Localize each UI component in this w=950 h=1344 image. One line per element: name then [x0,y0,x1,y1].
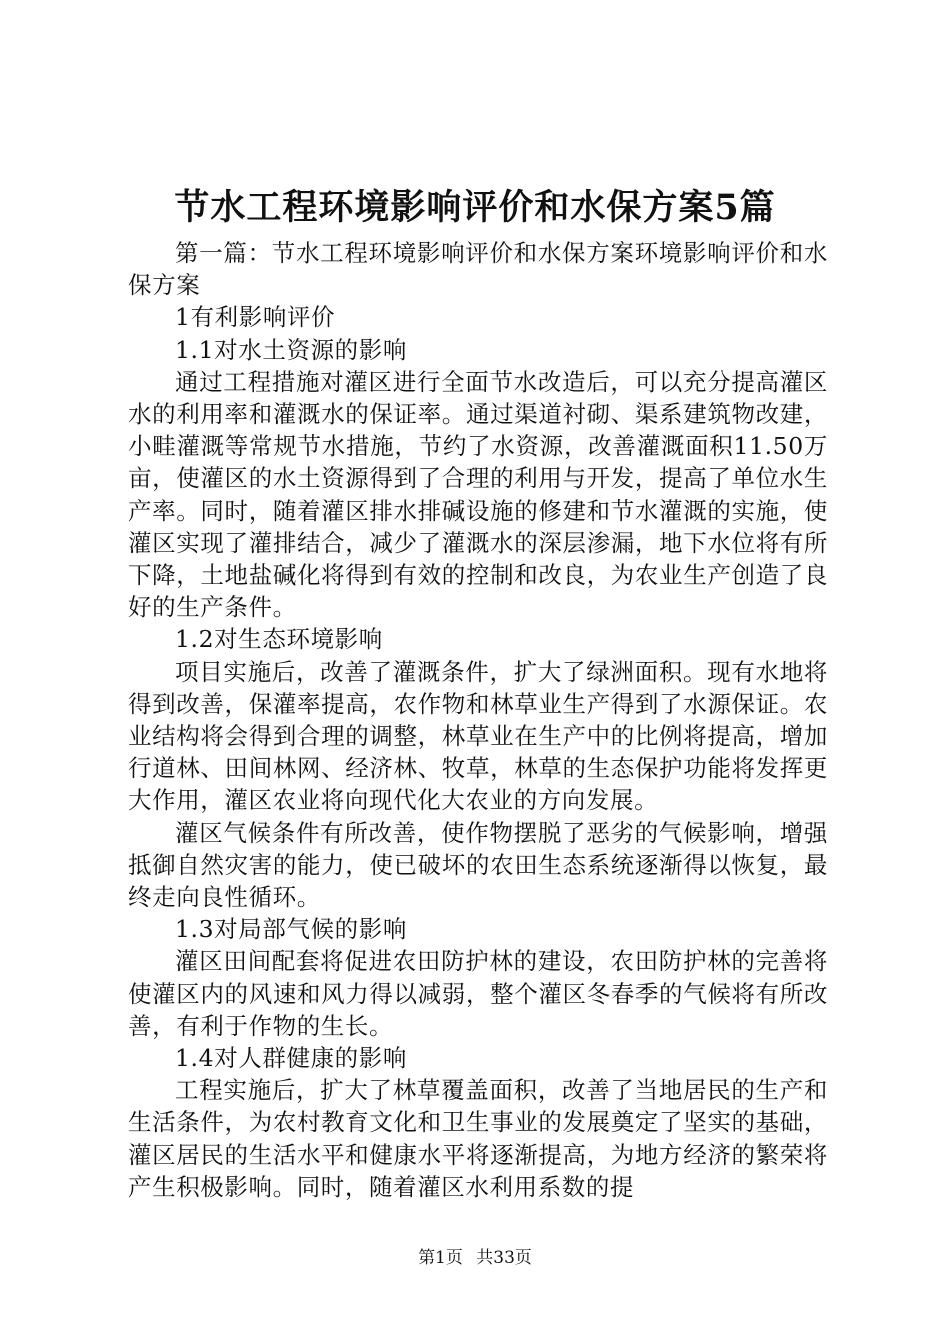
page-footer [0,1246,950,1270]
page-total: 共33页 [476,1248,532,1268]
paragraph-ecology: 项目实施后，改善了灌溉条件，扩大了绿洲面积。现有水地将得到改善，保灌率提高，农作物和林草业生产得到了水源保证。农业结构将会得到合理的调整，林草业在生产中的比例将提高，增加行道林、田间林网、经济林、牧草，林草的生态保护功能将发挥更大作用，灌区农业将向现代化大农业的方向发展。 [128,657,828,815]
paragraph-health: 工程实施后，扩大了林草覆盖面积，改善了当地居民的生产和生活条件，为农村教育文化和卫生事业的发展奠定了坚实的基础，灌区居民的生活水平和健康水平将逐渐提高，为地方经济的繁荣将产生积极影响。同时，随着灌区水利用系数的提 [128,1076,828,1201]
page-number: 第1页 [418,1248,463,1268]
section-heading-1-4: 1.4对人群健康的影响 [175,1044,407,1073]
section-heading-1-2: 1.2对生态环境影响 [175,625,383,654]
paragraph-chapter-heading: 第一篇：节水工程环境影响评价和水保方案环境影响评价和水保方案 [128,239,828,300]
paragraph-water-soil: 通过工程措施对灌区进行全面节水改造后，可以充分提高灌区水的利用率和灌溉水的保证率。通过渠道衬砌、渠系建筑物改建，小畦灌溉等常规节水措施，节约了水资源，改善灌溉面积11.50万亩，使灌区的水土资源得到了合理的利用与开发，提高了单位水生产率。同时，随着灌区排水排碱设施的修建和节水灌溉的实施，使灌区实现了灌排结合，减少了灌溉水的深层渗漏，地下水位将有所下降，土地盐碱化将得到有效的控制和改良，为农业生产创造了良好的生产条件。 [128,367,828,622]
paragraph-local-climate: 灌区田间配套将促进农田防护林的建设，农田防护林的完善将使灌区内的风速和风力得以减弱，整个灌区冬春季的气候将有所改善，有利于作物的生长。 [128,947,828,1040]
section-heading-1: 1有利影响评价 [175,303,336,332]
paragraph-climate-improve: 灌区气候条件有所改善，使作物摆脱了恶劣的气候影响，增强抵御自然灾害的能力，使已破坏的农田生态系统逐渐得以恢复，最终走向良性循环。 [128,818,828,912]
section-heading-1-3: 1.3对局部气候的影响 [175,915,407,944]
section-heading-1-1: 1.1对水土资源的影响 [175,335,407,364]
document-title: 节水工程环境影响评价和水保方案5篇 [174,187,776,228]
document-body [128,237,828,1203]
